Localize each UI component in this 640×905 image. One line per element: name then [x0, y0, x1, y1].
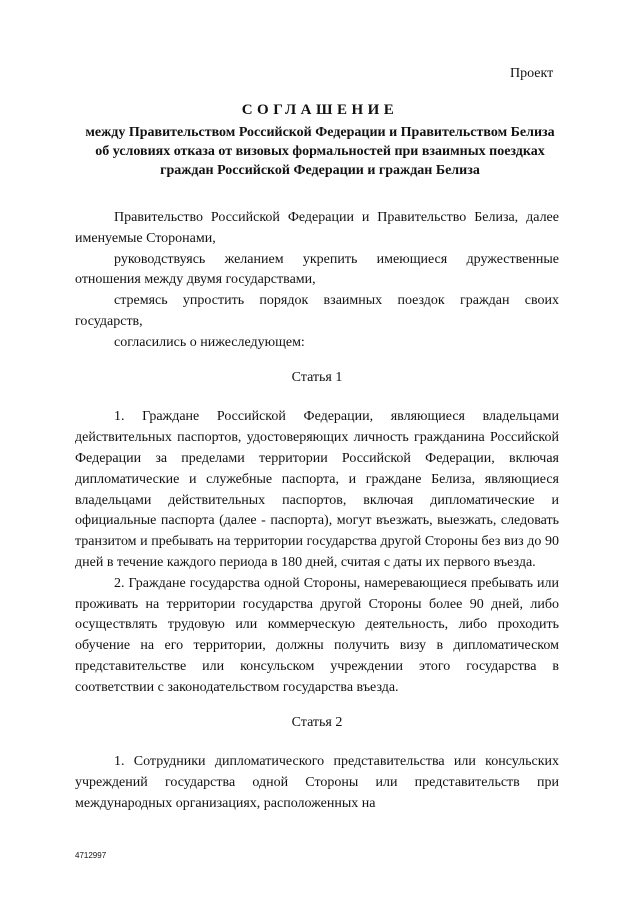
draft-stamp: Проект [510, 66, 554, 81]
article-1-paragraph: 1. Граждане Российской Федерации, являющиеся владельцами действительных паспортов, удостоверяющих личность гражданина Российской Федерации за пределами территории Российской Федерации, включая дипломатические и служебные паспорта, и граждане Белиза, являющиеся владельцами действительных паспортов, включая дипломатические и официальные паспорта (далее - паспорта), могут въезжать, выезжать, следовать транзитом и пребывать на территории государства другой Стороны без виз до 90 дней в течение каждого периода в 180 дней, считая с даты их первого въезда. [75, 409, 559, 570]
document-title: СОГЛАШЕНИЕ [241, 102, 399, 118]
document-subtitle: между Правительством Российской Федерации и Правительством Белиза об условиях отказа от визовых формальностей при взаимных поездках граждан Российской Федерации и граждан Белиза [85, 125, 555, 178]
article-1-heading: Статья 1 [291, 369, 343, 385]
article-2-paragraph: 1. Сотрудники дипломатического представительства или консульских учреждений государства одной Стороны или представительств при международных организациях, расположенных на [75, 754, 559, 811]
document-code: 4712997 [75, 851, 107, 860]
preamble-paragraph: стремясь упростить порядок взаимных поездок граждан своих государств, [75, 293, 559, 329]
preamble-paragraph: согласились о нижеследующем: [114, 334, 305, 350]
preamble-paragraph: Правительство Российской Федерации и Правительство Белиза, далее именуемые Сторонами, [75, 210, 559, 246]
preamble-paragraph: руководствуясь желанием укрепить имеющиеся дружественные отношения между двумя государствами, [75, 251, 559, 288]
article-2-heading: Статья 2 [291, 714, 343, 730]
article-1-paragraph: 2. Граждане государства одной Стороны, намеревающиеся пребывать или проживать на территории государства другой Стороны более 90 дней, либо осуществлять трудовую или коммерческую деятельность, либо проходить обучение на его территории, должны получить визу в дипломатическом представительстве или консульском учреждении этого государства в соответствии с законодательством государства въезда. [75, 575, 559, 695]
document-body [75, 208, 559, 815]
